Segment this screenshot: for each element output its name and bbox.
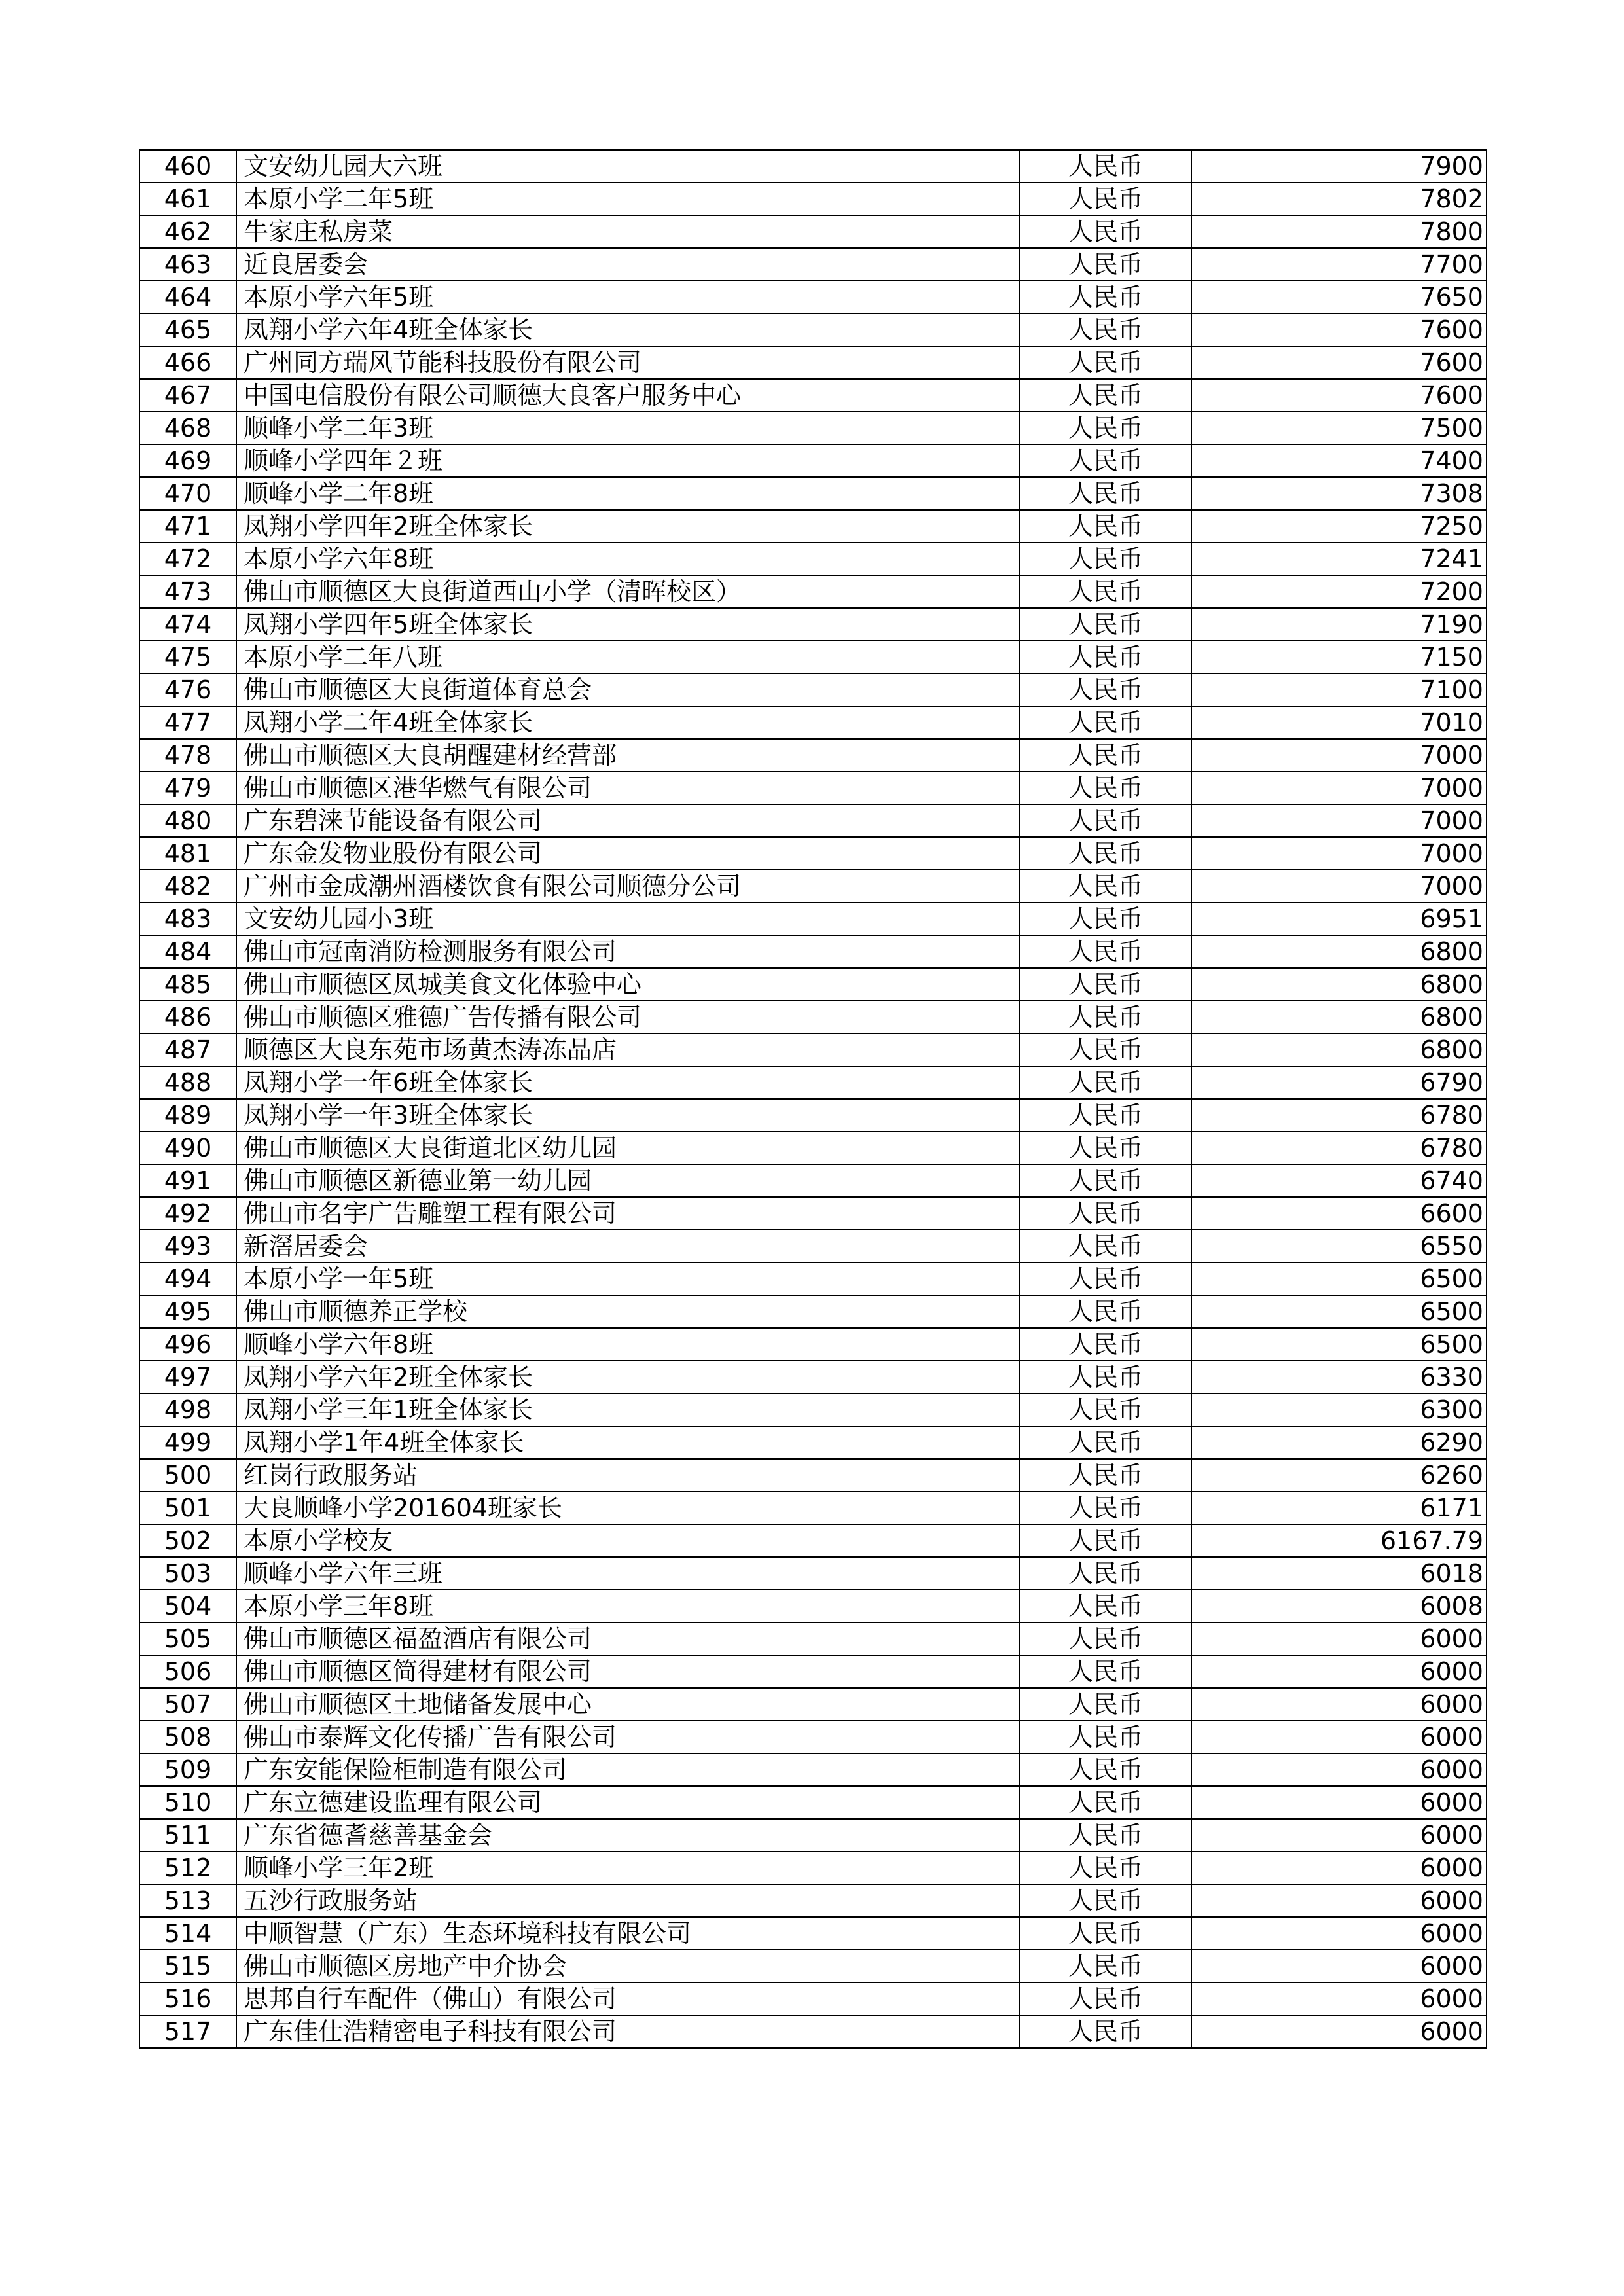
table-row <box>139 215 1487 248</box>
currency-cell: 人民币 <box>1020 1132 1191 1164</box>
currency-cell: 人民币 <box>1020 1230 1191 1263</box>
currency-cell: 人民币 <box>1020 543 1191 575</box>
donor-name-cell: 佛山市顺德区大良胡醒建材经营部 <box>236 739 1020 772</box>
table-row <box>139 1230 1487 1263</box>
donor-name-cell: 凤翔小学一年3班全体家长 <box>236 1099 1020 1132</box>
row-number-cell: 484 <box>139 935 236 968</box>
amount-cell: 6800 <box>1191 935 1487 968</box>
currency-cell: 人民币 <box>1020 346 1191 379</box>
currency-cell: 人民币 <box>1020 183 1191 215</box>
table-row <box>139 837 1487 870</box>
amount-cell: 6000 <box>1191 1721 1487 1753</box>
table-row <box>139 1263 1487 1295</box>
currency-cell: 人民币 <box>1020 2015 1191 2048</box>
table-row <box>139 412 1487 444</box>
donor-name-cell: 广东立德建设监理有限公司 <box>236 1786 1020 1819</box>
currency-cell: 人民币 <box>1020 150 1191 183</box>
table-row <box>139 1786 1487 1819</box>
donor-name-cell: 佛山市顺德区简得建材有限公司 <box>236 1655 1020 1688</box>
table-row <box>139 1917 1487 1950</box>
donor-name-cell: 佛山市泰辉文化传播广告有限公司 <box>236 1721 1020 1753</box>
table-body <box>139 150 1487 2048</box>
currency-cell: 人民币 <box>1020 1917 1191 1950</box>
amount-cell: 7308 <box>1191 477 1487 510</box>
currency-cell: 人民币 <box>1020 1492 1191 1524</box>
donor-name-cell: 顺峰小学四年２班 <box>236 444 1020 477</box>
row-number-cell: 462 <box>139 215 236 248</box>
donor-name-cell: 广州同方瑞风节能科技股份有限公司 <box>236 346 1020 379</box>
donation-table <box>139 149 1487 2049</box>
row-number-cell: 496 <box>139 1328 236 1361</box>
table-row <box>139 314 1487 346</box>
currency-cell: 人民币 <box>1020 1557 1191 1590</box>
table-row <box>139 1819 1487 1852</box>
row-number-cell: 487 <box>139 1033 236 1066</box>
currency-cell: 人民币 <box>1020 510 1191 543</box>
donor-name-cell: 凤翔小学1年4班全体家长 <box>236 1426 1020 1459</box>
donor-name-cell: 佛山市顺德区凤城美食文化体验中心 <box>236 968 1020 1001</box>
donor-name-cell: 广东碧涞节能设备有限公司 <box>236 804 1020 837</box>
row-number-cell: 505 <box>139 1623 236 1655</box>
donor-name-cell: 五沙行政服务站 <box>236 1884 1020 1917</box>
currency-cell: 人民币 <box>1020 1295 1191 1328</box>
table-row <box>139 543 1487 575</box>
row-number-cell: 510 <box>139 1786 236 1819</box>
table-row <box>139 739 1487 772</box>
table-row <box>139 510 1487 543</box>
row-number-cell: 466 <box>139 346 236 379</box>
currency-cell: 人民币 <box>1020 1655 1191 1688</box>
donor-name-cell: 凤翔小学一年6班全体家长 <box>236 1066 1020 1099</box>
table-row <box>139 1295 1487 1328</box>
table-row <box>139 2015 1487 2048</box>
amount-cell: 7100 <box>1191 673 1487 706</box>
currency-cell: 人民币 <box>1020 1459 1191 1492</box>
amount-cell: 6008 <box>1191 1590 1487 1623</box>
donor-name-cell: 佛山市顺德区新德业第一幼儿园 <box>236 1164 1020 1197</box>
row-number-cell: 492 <box>139 1197 236 1230</box>
currency-cell: 人民币 <box>1020 314 1191 346</box>
currency-cell: 人民币 <box>1020 1753 1191 1786</box>
donor-name-cell: 顺峰小学三年2班 <box>236 1852 1020 1884</box>
row-number-cell: 509 <box>139 1753 236 1786</box>
row-number-cell: 464 <box>139 281 236 314</box>
donor-name-cell: 顺峰小学六年8班 <box>236 1328 1020 1361</box>
table-row <box>139 1721 1487 1753</box>
currency-cell: 人民币 <box>1020 1524 1191 1557</box>
row-number-cell: 516 <box>139 1982 236 2015</box>
currency-cell: 人民币 <box>1020 379 1191 412</box>
row-number-cell: 507 <box>139 1688 236 1721</box>
donor-name-cell: 广东佳仕浩精密电子科技有限公司 <box>236 2015 1020 2048</box>
table-row <box>139 1066 1487 1099</box>
row-number-cell: 483 <box>139 903 236 935</box>
currency-cell: 人民币 <box>1020 1786 1191 1819</box>
currency-cell: 人民币 <box>1020 477 1191 510</box>
amount-cell: 7000 <box>1191 837 1487 870</box>
currency-cell: 人民币 <box>1020 772 1191 804</box>
amount-cell: 7150 <box>1191 641 1487 673</box>
row-number-cell: 488 <box>139 1066 236 1099</box>
table-row <box>139 1590 1487 1623</box>
row-number-cell: 461 <box>139 183 236 215</box>
donor-name-cell: 广东金发物业股份有限公司 <box>236 837 1020 870</box>
currency-cell: 人民币 <box>1020 1884 1191 1917</box>
currency-cell: 人民币 <box>1020 1426 1191 1459</box>
donor-name-cell: 本原小学校友 <box>236 1524 1020 1557</box>
currency-cell: 人民币 <box>1020 575 1191 608</box>
currency-cell: 人民币 <box>1020 1819 1191 1852</box>
currency-cell: 人民币 <box>1020 281 1191 314</box>
donor-name-cell: 顺峰小学六年三班 <box>236 1557 1020 1590</box>
amount-cell: 7600 <box>1191 314 1487 346</box>
currency-cell: 人民币 <box>1020 215 1191 248</box>
donor-name-cell: 顺峰小学二年3班 <box>236 412 1020 444</box>
donor-name-cell: 凤翔小学三年1班全体家长 <box>236 1393 1020 1426</box>
table-row <box>139 477 1487 510</box>
currency-cell: 人民币 <box>1020 1393 1191 1426</box>
amount-cell: 6740 <box>1191 1164 1487 1197</box>
currency-cell: 人民币 <box>1020 1328 1191 1361</box>
amount-cell: 6780 <box>1191 1132 1487 1164</box>
table-row <box>139 1982 1487 2015</box>
amount-cell: 6550 <box>1191 1230 1487 1263</box>
row-number-cell: 502 <box>139 1524 236 1557</box>
amount-cell: 6500 <box>1191 1295 1487 1328</box>
currency-cell: 人民币 <box>1020 673 1191 706</box>
donor-name-cell: 广东安能保险柜制造有限公司 <box>236 1753 1020 1786</box>
table-row <box>139 1557 1487 1590</box>
currency-cell: 人民币 <box>1020 1164 1191 1197</box>
row-number-cell: 495 <box>139 1295 236 1328</box>
amount-cell: 7700 <box>1191 248 1487 281</box>
table-row <box>139 1001 1487 1033</box>
amount-cell: 7000 <box>1191 739 1487 772</box>
donor-name-cell: 顺德区大良东苑市场黄杰涛冻品店 <box>236 1033 1020 1066</box>
currency-cell: 人民币 <box>1020 804 1191 837</box>
amount-cell: 6790 <box>1191 1066 1487 1099</box>
amount-cell: 6600 <box>1191 1197 1487 1230</box>
currency-cell: 人民币 <box>1020 1099 1191 1132</box>
row-number-cell: 460 <box>139 150 236 183</box>
currency-cell: 人民币 <box>1020 968 1191 1001</box>
donor-name-cell: 本原小学二年5班 <box>236 183 1020 215</box>
currency-cell: 人民币 <box>1020 412 1191 444</box>
amount-cell: 7010 <box>1191 706 1487 739</box>
donor-name-cell: 本原小学六年5班 <box>236 281 1020 314</box>
table-row <box>139 379 1487 412</box>
table-row <box>139 183 1487 215</box>
donor-name-cell: 本原小学三年8班 <box>236 1590 1020 1623</box>
amount-cell: 7650 <box>1191 281 1487 314</box>
donor-name-cell: 佛山市顺德区港华燃气有限公司 <box>236 772 1020 804</box>
row-number-cell: 489 <box>139 1099 236 1132</box>
amount-cell: 6000 <box>1191 1655 1487 1688</box>
amount-cell: 7800 <box>1191 215 1487 248</box>
row-number-cell: 506 <box>139 1655 236 1688</box>
donor-name-cell: 本原小学二年八班 <box>236 641 1020 673</box>
table-row <box>139 706 1487 739</box>
row-number-cell: 497 <box>139 1361 236 1393</box>
row-number-cell: 508 <box>139 1721 236 1753</box>
row-number-cell: 479 <box>139 772 236 804</box>
currency-cell: 人民币 <box>1020 1361 1191 1393</box>
currency-cell: 人民币 <box>1020 444 1191 477</box>
amount-cell: 6290 <box>1191 1426 1487 1459</box>
donor-name-cell: 新滘居委会 <box>236 1230 1020 1263</box>
table-row <box>139 1361 1487 1393</box>
amount-cell: 6000 <box>1191 1623 1487 1655</box>
amount-cell: 6000 <box>1191 1884 1487 1917</box>
donor-name-cell: 牛家庄私房菜 <box>236 215 1020 248</box>
donor-name-cell: 佛山市顺德区福盈酒店有限公司 <box>236 1623 1020 1655</box>
amount-cell: 6000 <box>1191 1950 1487 1982</box>
currency-cell: 人民币 <box>1020 1721 1191 1753</box>
amount-cell: 6800 <box>1191 968 1487 1001</box>
currency-cell: 人民币 <box>1020 608 1191 641</box>
table-row <box>139 281 1487 314</box>
donor-name-cell: 中国电信股份有限公司顺德大良客户服务中心 <box>236 379 1020 412</box>
donor-name-cell: 广东省德耆慈善基金会 <box>236 1819 1020 1852</box>
amount-cell: 7600 <box>1191 379 1487 412</box>
donor-name-cell: 凤翔小学六年2班全体家长 <box>236 1361 1020 1393</box>
row-number-cell: 503 <box>139 1557 236 1590</box>
donor-name-cell: 思邦自行车配件（佛山）有限公司 <box>236 1982 1020 2015</box>
amount-cell: 6800 <box>1191 1001 1487 1033</box>
amount-cell: 6167.79 <box>1191 1524 1487 1557</box>
currency-cell: 人民币 <box>1020 1001 1191 1033</box>
donor-name-cell: 佛山市冠南消防检测服务有限公司 <box>236 935 1020 968</box>
amount-cell: 6000 <box>1191 1786 1487 1819</box>
table-row <box>139 673 1487 706</box>
donor-name-cell: 佛山市顺德区土地储备发展中心 <box>236 1688 1020 1721</box>
table-row <box>139 1623 1487 1655</box>
currency-cell: 人民币 <box>1020 739 1191 772</box>
table-row <box>139 150 1487 183</box>
table-row <box>139 1884 1487 1917</box>
donor-name-cell: 文安幼儿园小3班 <box>236 903 1020 935</box>
donor-name-cell: 佛山市顺德区雅德广告传播有限公司 <box>236 1001 1020 1033</box>
donor-name-cell: 凤翔小学六年4班全体家长 <box>236 314 1020 346</box>
amount-cell: 6000 <box>1191 2015 1487 2048</box>
table-row <box>139 1197 1487 1230</box>
table-row <box>139 968 1487 1001</box>
currency-cell: 人民币 <box>1020 706 1191 739</box>
table-row <box>139 444 1487 477</box>
donor-name-cell: 佛山市名宇广告雕塑工程有限公司 <box>236 1197 1020 1230</box>
amount-cell: 7500 <box>1191 412 1487 444</box>
table-row <box>139 641 1487 673</box>
amount-cell: 6500 <box>1191 1263 1487 1295</box>
table-row <box>139 1688 1487 1721</box>
row-number-cell: 478 <box>139 739 236 772</box>
table-row <box>139 804 1487 837</box>
table-row <box>139 1164 1487 1197</box>
table-row <box>139 870 1487 903</box>
row-number-cell: 514 <box>139 1917 236 1950</box>
donor-name-cell: 中顺智慧（广东）生态环境科技有限公司 <box>236 1917 1020 1950</box>
row-number-cell: 498 <box>139 1393 236 1426</box>
amount-cell: 7802 <box>1191 183 1487 215</box>
donor-name-cell: 近良居委会 <box>236 248 1020 281</box>
row-number-cell: 471 <box>139 510 236 543</box>
table-row <box>139 1132 1487 1164</box>
amount-cell: 6000 <box>1191 1852 1487 1884</box>
row-number-cell: 477 <box>139 706 236 739</box>
table-row <box>139 935 1487 968</box>
row-number-cell: 470 <box>139 477 236 510</box>
amount-cell: 6800 <box>1191 1033 1487 1066</box>
amount-cell: 7190 <box>1191 608 1487 641</box>
row-number-cell: 517 <box>139 2015 236 2048</box>
amount-cell: 6018 <box>1191 1557 1487 1590</box>
donor-name-cell: 凤翔小学四年2班全体家长 <box>236 510 1020 543</box>
row-number-cell: 473 <box>139 575 236 608</box>
row-number-cell: 511 <box>139 1819 236 1852</box>
row-number-cell: 490 <box>139 1132 236 1164</box>
table-row <box>139 608 1487 641</box>
currency-cell: 人民币 <box>1020 1852 1191 1884</box>
amount-cell: 7250 <box>1191 510 1487 543</box>
amount-cell: 7000 <box>1191 870 1487 903</box>
donor-name-cell: 凤翔小学四年5班全体家长 <box>236 608 1020 641</box>
table-row <box>139 1753 1487 1786</box>
row-number-cell: 476 <box>139 673 236 706</box>
currency-cell: 人民币 <box>1020 1590 1191 1623</box>
amount-cell: 7900 <box>1191 150 1487 183</box>
table-row <box>139 1950 1487 1982</box>
row-number-cell: 500 <box>139 1459 236 1492</box>
amount-cell: 6000 <box>1191 1819 1487 1852</box>
amount-cell: 6171 <box>1191 1492 1487 1524</box>
table-row <box>139 1328 1487 1361</box>
row-number-cell: 485 <box>139 968 236 1001</box>
row-number-cell: 465 <box>139 314 236 346</box>
row-number-cell: 475 <box>139 641 236 673</box>
table-row <box>139 248 1487 281</box>
currency-cell: 人民币 <box>1020 641 1191 673</box>
currency-cell: 人民币 <box>1020 1263 1191 1295</box>
amount-cell: 6330 <box>1191 1361 1487 1393</box>
currency-cell: 人民币 <box>1020 903 1191 935</box>
row-number-cell: 512 <box>139 1852 236 1884</box>
row-number-cell: 504 <box>139 1590 236 1623</box>
row-number-cell: 469 <box>139 444 236 477</box>
row-number-cell: 482 <box>139 870 236 903</box>
row-number-cell: 515 <box>139 1950 236 1982</box>
amount-cell: 7600 <box>1191 346 1487 379</box>
donor-name-cell: 大良顺峰小学201604班家长 <box>236 1492 1020 1524</box>
table-row <box>139 1426 1487 1459</box>
table-row <box>139 575 1487 608</box>
row-number-cell: 494 <box>139 1263 236 1295</box>
table-row <box>139 1524 1487 1557</box>
amount-cell: 6951 <box>1191 903 1487 935</box>
currency-cell: 人民币 <box>1020 1950 1191 1982</box>
donor-name-cell: 佛山市顺德区房地产中介协会 <box>236 1950 1020 1982</box>
table-row <box>139 1459 1487 1492</box>
amount-cell: 6000 <box>1191 1982 1487 2015</box>
row-number-cell: 474 <box>139 608 236 641</box>
amount-cell: 6000 <box>1191 1753 1487 1786</box>
table-row <box>139 346 1487 379</box>
row-number-cell: 501 <box>139 1492 236 1524</box>
donor-name-cell: 文安幼儿园大六班 <box>236 150 1020 183</box>
table-row <box>139 1852 1487 1884</box>
amount-cell: 6300 <box>1191 1393 1487 1426</box>
amount-cell: 7000 <box>1191 772 1487 804</box>
currency-cell: 人民币 <box>1020 1066 1191 1099</box>
table-row <box>139 772 1487 804</box>
currency-cell: 人民币 <box>1020 1623 1191 1655</box>
donor-name-cell: 凤翔小学二年4班全体家长 <box>236 706 1020 739</box>
row-number-cell: 486 <box>139 1001 236 1033</box>
donor-name-cell: 广州市金成潮州酒楼饮食有限公司顺德分公司 <box>236 870 1020 903</box>
row-number-cell: 467 <box>139 379 236 412</box>
amount-cell: 7241 <box>1191 543 1487 575</box>
donor-name-cell: 佛山市顺德区大良街道西山小学（清晖校区） <box>236 575 1020 608</box>
table-row <box>139 1655 1487 1688</box>
row-number-cell: 493 <box>139 1230 236 1263</box>
amount-cell: 6000 <box>1191 1688 1487 1721</box>
row-number-cell: 481 <box>139 837 236 870</box>
amount-cell: 7400 <box>1191 444 1487 477</box>
table-row <box>139 1393 1487 1426</box>
currency-cell: 人民币 <box>1020 870 1191 903</box>
currency-cell: 人民币 <box>1020 248 1191 281</box>
currency-cell: 人民币 <box>1020 1197 1191 1230</box>
row-number-cell: 513 <box>139 1884 236 1917</box>
currency-cell: 人民币 <box>1020 837 1191 870</box>
row-number-cell: 480 <box>139 804 236 837</box>
amount-cell: 7200 <box>1191 575 1487 608</box>
amount-cell: 6000 <box>1191 1917 1487 1950</box>
table-row <box>139 1033 1487 1066</box>
table-row <box>139 903 1487 935</box>
currency-cell: 人民币 <box>1020 935 1191 968</box>
donor-name-cell: 本原小学一年5班 <box>236 1263 1020 1295</box>
donor-name-cell: 佛山市顺德区大良街道北区幼儿园 <box>236 1132 1020 1164</box>
row-number-cell: 468 <box>139 412 236 444</box>
row-number-cell: 463 <box>139 248 236 281</box>
donor-name-cell: 本原小学六年8班 <box>236 543 1020 575</box>
currency-cell: 人民币 <box>1020 1982 1191 2015</box>
donor-name-cell: 红岗行政服务站 <box>236 1459 1020 1492</box>
amount-cell: 7000 <box>1191 804 1487 837</box>
donor-name-cell: 顺峰小学二年8班 <box>236 477 1020 510</box>
donor-name-cell: 佛山市顺德区大良街道体育总会 <box>236 673 1020 706</box>
table-row <box>139 1099 1487 1132</box>
currency-cell: 人民币 <box>1020 1033 1191 1066</box>
row-number-cell: 491 <box>139 1164 236 1197</box>
amount-cell: 6780 <box>1191 1099 1487 1132</box>
currency-cell: 人民币 <box>1020 1688 1191 1721</box>
amount-cell: 6500 <box>1191 1328 1487 1361</box>
row-number-cell: 499 <box>139 1426 236 1459</box>
donor-name-cell: 佛山市顺德养正学校 <box>236 1295 1020 1328</box>
table-row <box>139 1492 1487 1524</box>
row-number-cell: 472 <box>139 543 236 575</box>
amount-cell: 6260 <box>1191 1459 1487 1492</box>
